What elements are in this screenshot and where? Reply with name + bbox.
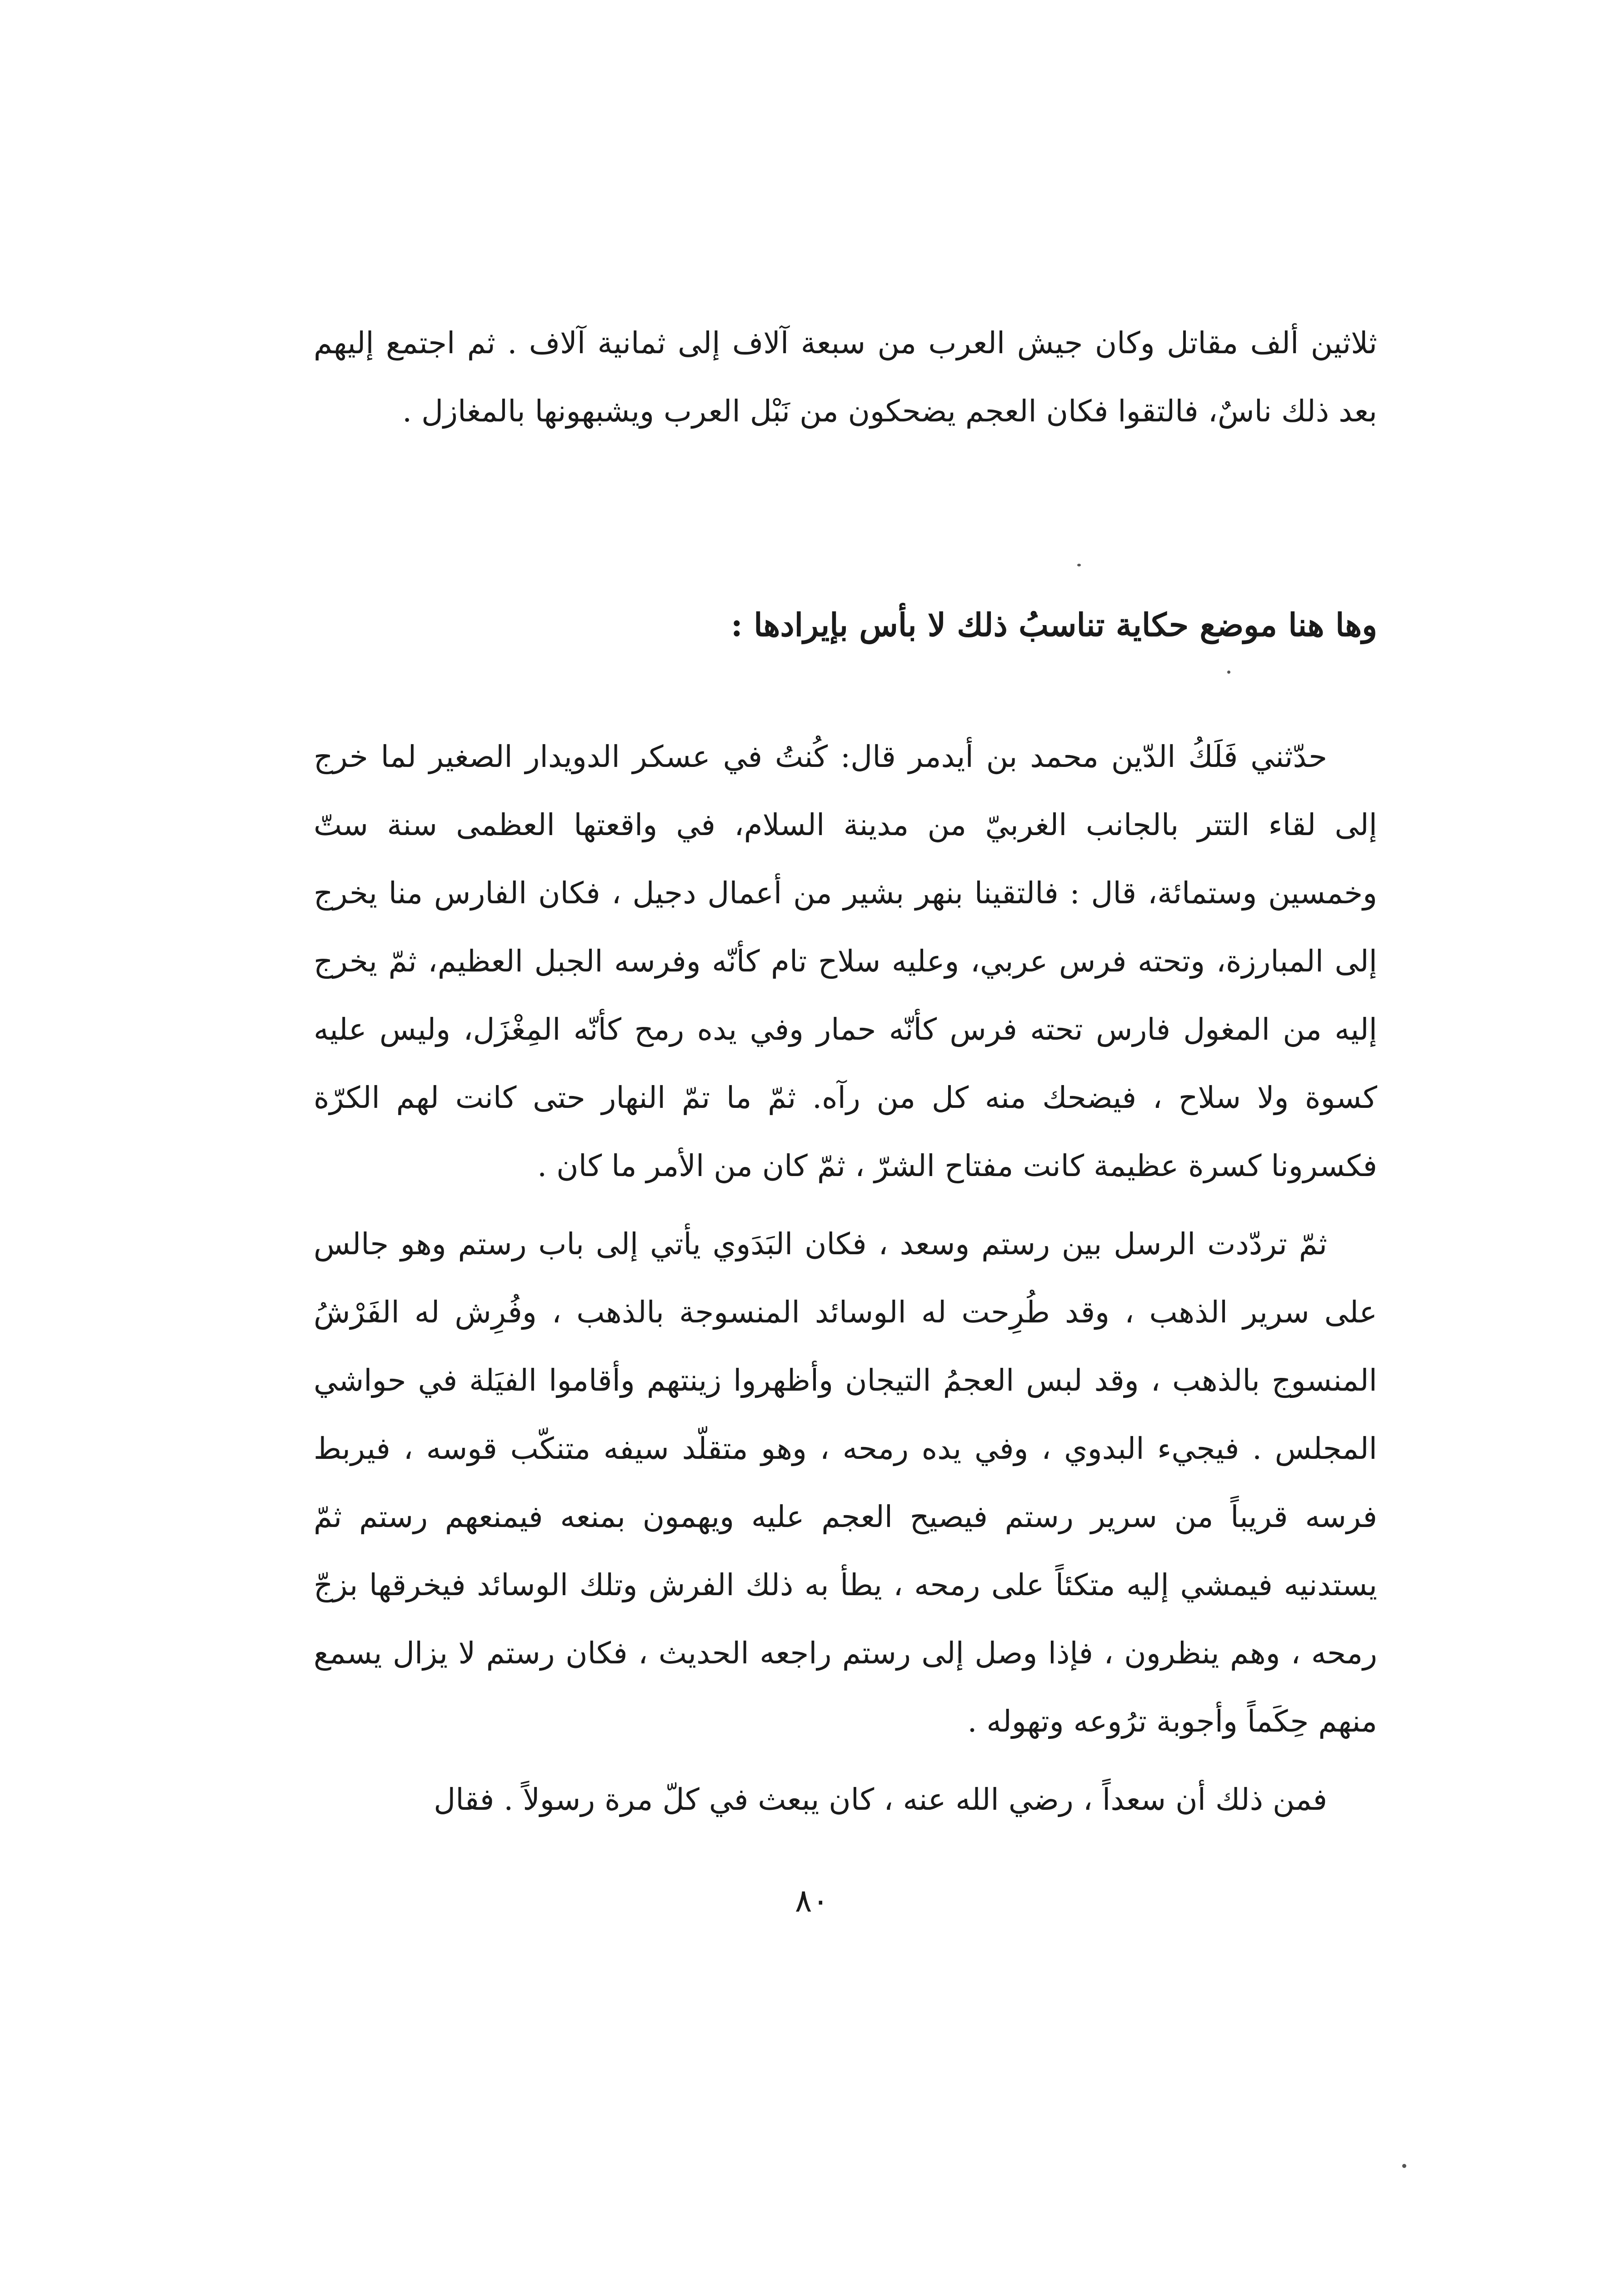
scan-speck (1402, 2164, 1406, 2168)
story-paragraph-3: فمن ذلك أن سعداً ، رضي الله عنه ، كان يبعث في كلّ مرة رسولاً . فقال (434, 1782, 1327, 1817)
section-heading: وها هنا موضع حكاية تناسبُ ذلك لا بأس بإيرادها : (731, 606, 1377, 644)
story-block (314, 723, 1377, 1844)
scan-speck (1077, 564, 1081, 566)
intro-paragraph: ثلاثين ألف مقاتل وكان جيش العرب من سبعة آلاف إلى ثمانية آلاف . ثم اجتمع إليهم بعد ذلك ناسٌ، فالتقوا فكان العجم يضحكون من نَبْل العرب ويشبهونها بالمغازل . (314, 325, 1377, 429)
scan-speck (1227, 671, 1230, 674)
intro-paragraph-block (314, 309, 1377, 446)
page-number: ٨٠ (795, 1882, 829, 1919)
section-heading-block (314, 591, 1377, 659)
story-paragraph-1: حدّثني فَلَكُ الدّين محمد بن أيدمر قال: كُنتُ في عسكر الدويدار الصغير لما خرج إلى لقاء التتر بالجانب الغربيّ من مدينة السلام، في واقعتها العظمى سنة ستّ وخمسين وستمائة، قال : فالتقينا بنهر بشير من أعمال دجيل ، فكان الفارس منا يخرج إلى المبارزة، وتحته فرس عربي، وعليه سلاح تام كأنّه وفرسه الجبل العظيم، ثمّ يخرج إليه من المغول فارس تحته فرس كأنّه حمار وفي يده رمح كأنّه المِغْزَل، وليس عليه كسوة ولا سلاح ، فيضحك منه كل من رآه. ثمّ ما تمّ النهار حتى كانت لهم الكرّة فكسرونا كسرة عظيمة كانت مفتاح الشرّ ، ثمّ كان من الأمر ما كان . (314, 739, 1377, 1183)
story-paragraph-2: ثمّ تردّدت الرسل بين رستم وسعد ، فكان البَدَوي يأتي إلى باب رستم وهو جالس على سرير الذهب ، وقد طُرِحت له الوسائد المنسوجة بالذهب ، وفُرِش له الفَرْشُ المنسوج بالذهب ، وقد لبس العجمُ التيجان وأظهروا زينتهم وأقاموا الفيَلة في حواشي المجلس . فيجيء البدوي ، وفي يده رمحه ، وهو متقلّد سيفه متنكّب قوسه ، فيربط فرسه قريباً من سرير رستم فيصيح العجم عليه ويهمون بمنعه فيمنعهم رستم ثمّ يستدنيه فيمشي إليه متكئاً على رمحه ، يطأ به ذلك الفرش وتلك الوسائد فيخرقها بزجّ رمحه ، وهم ينظرون ، فإذا وصل إلى رستم راجعه الحديث ، فكان رستم لا يزال يسمع منهم حِكَماً وأجوبة ترُوعه وتهوله . (314, 1227, 1377, 1739)
